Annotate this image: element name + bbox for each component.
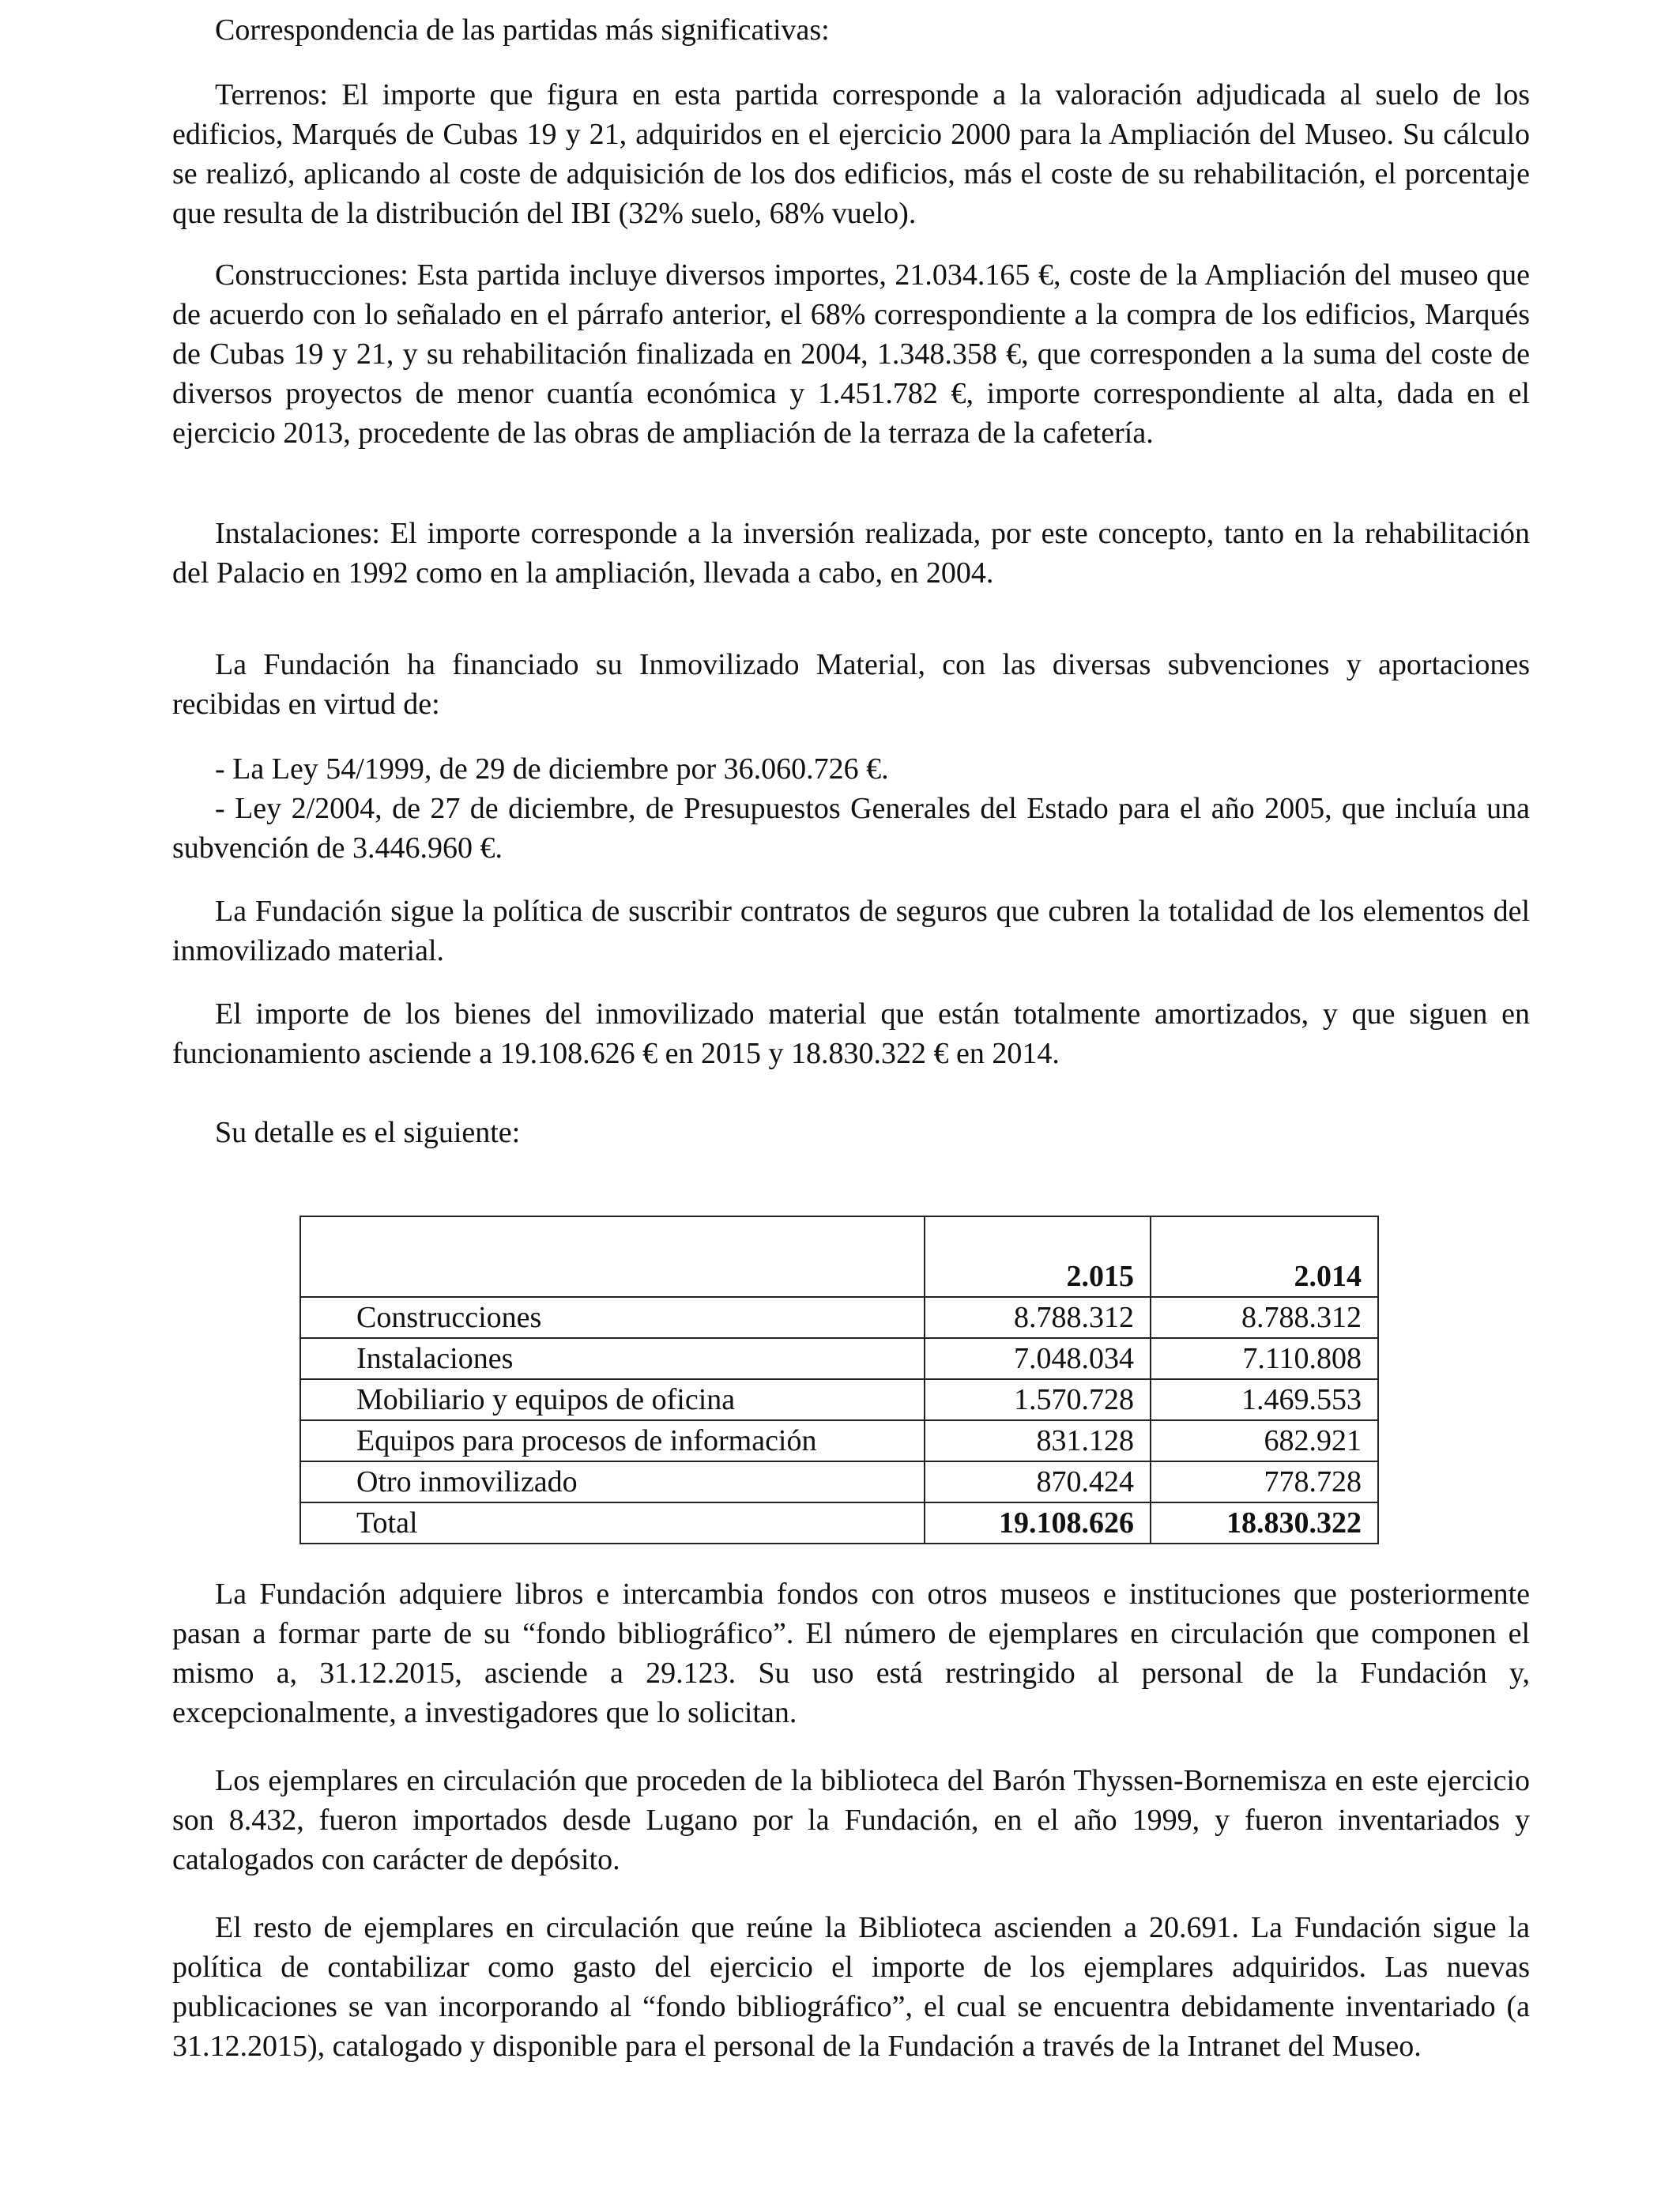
row-value-2014: 682.921 [1151,1420,1378,1461]
table-header-2014: 2.014 [1151,1216,1378,1297]
row-label: Construcciones [300,1297,925,1338]
table-total-row [300,1502,1378,1544]
paragraph-seguros: La Fundación sigue la política de suscribir contratos de seguros que cubren la totalidad de los elementos del inmovilizado material. [172,895,1530,967]
row-label: Equipos para procesos de información [300,1420,925,1461]
paragraph-construcciones: Construcciones: Esta partida incluye diversos importes, 21.034.165 €, coste de la Ampliación del museo que de acuerdo con lo señalado en el párrafo anterior, el 68% correspondiente a la compra de los edificios, Marqués de Cubas 19 y 21, y su rehabilitación finalizada en 2004, 1.348.358 €, que corresponden a la suma del coste de diversos proyectos de menor cuantía económica y 1.451.782 €, importe correspondiente al alta, dada en el ejercicio 2013, procedente de las obras de ampliación de la terraza de la cafetería. [172,258,1530,450]
row-value-2015: 870.424 [925,1461,1151,1502]
total-label: Total [300,1502,925,1544]
total-value-2014: 18.830.322 [1151,1502,1378,1544]
row-value-2015: 7.048.034 [925,1338,1151,1379]
detail-table-wrap [299,1216,1379,1544]
table-row [300,1461,1378,1502]
paragraph-biblioteca-baron: Los ejemplares en circulación que proceden de la biblioteca del Barón Thyssen-Bornemisza en este ejercicio son 8.432, fueron importados desde Lugano por la Fundación, en el año 1999, y fueron inventariados y catalogados con carácter de depósito. [172,1764,1530,1876]
table-row [300,1297,1378,1338]
row-value-2014: 8.788.312 [1151,1297,1378,1338]
row-value-2015: 831.128 [925,1420,1151,1461]
paragraph-amortizados: El importe de los bienes del inmovilizado material que están totalmente amortizados, y que siguen en funcionamiento asciende a 19.108.626 € en 2015 y 18.830.322 € en 2014. [172,997,1530,1070]
row-label: Mobiliario y equipos de oficina [300,1379,925,1420]
paragraph-instalaciones: Instalaciones: El importe corresponde a la inversión realizada, por este concepto, tanto en la rehabilitación del Palacio en 1992 como en la ampliación, llevada a cabo, en 2004. [172,517,1530,590]
list-item-ley-2-2004: - Ley 2/2004, de 27 de diciembre, de Presupuestos Generales del Estado para el año 2005, que incluía una subvención de 3.446.960 €. [172,792,1530,865]
table-header-label [300,1216,925,1297]
row-label: Otro inmovilizado [300,1461,925,1502]
paragraph-resto-ejemplares: El resto de ejemplares en circulación que reúne la Biblioteca ascienden a 20.691. La Fundación sigue la política de contabilizar como gasto del ejercicio el importe de los ejemplares adquiridos. Las nuevas publicaciones se van incorporando al “fondo bibliográfico”, el cual se encuentra debidamente inventariado (a 31.12.2015), catalogado y disponible para el personal de la Fundación a través de la Intranet del Museo. [172,1911,1530,2063]
row-value-2015: 1.570.728 [925,1379,1151,1420]
row-value-2015: 8.788.312 [925,1297,1151,1338]
row-value-2014: 1.469.553 [1151,1379,1378,1420]
row-value-2014: 7.110.808 [1151,1338,1378,1379]
list-item-ley-54-1999: - La Ley 54/1999, de 29 de diciembre por 36.060.726 €. [215,752,889,786]
table-row [300,1379,1378,1420]
total-value-2015: 19.108.626 [925,1502,1151,1544]
paragraph-financiacion: La Fundación ha financiado su Inmovilizado Material, con las diversas subvenciones y aportaciones recibidas en virtud de: [172,648,1530,721]
table-header-2015: 2.015 [925,1216,1151,1297]
detail-intro: Su detalle es el siguiente: [215,1116,521,1149]
amortized-assets-table [299,1216,1379,1544]
paragraph-terrenos: Terrenos: El importe que figura en esta partida corresponde a la valoración adjudicada al suelo de los edificios, Marqués de Cubas 19 y 21, adquiridos en el ejercicio 2000 para la Ampliación del Museo. Su cálculo se realizó, aplicando al coste de adquisición de los dos edificios, más el coste de su rehabilitación, el porcentaje que resulta de la distribución del IBI (32% suelo, 68% vuelo). [172,78,1530,230]
table-row [300,1420,1378,1461]
row-label: Instalaciones [300,1338,925,1379]
intro-heading: Correspondencia de las partidas más significativas: [215,13,830,47]
table-row [300,1338,1378,1379]
row-value-2014: 778.728 [1151,1461,1378,1502]
paragraph-fondo-bibliografico: La Fundación adquiere libros e intercambia fondos con otros museos e instituciones que posteriormente pasan a formar parte de su “fondo bibliográfico”. El número de ejemplares en circulación que componen el mismo a, 31.12.2015, asciende a 29.123. Su uso está restringido al personal de la Fundación y, excepcionalmente, a investigadores que lo solicitan. [172,1578,1530,1729]
table-header-row [300,1216,1378,1297]
